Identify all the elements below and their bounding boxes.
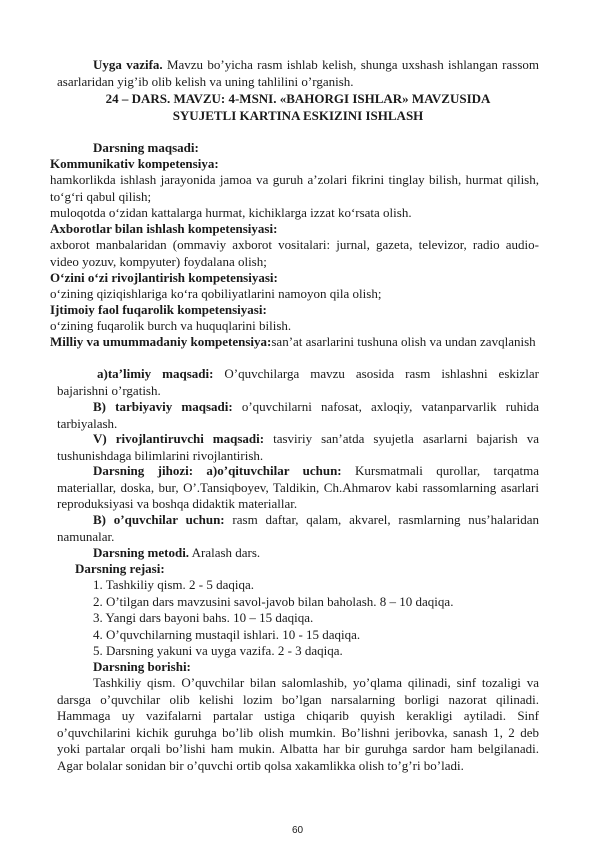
lesson-title-line1: 24 – DARS. MAVZU: 4-MSNI. «BAHORGI ISHLAR» MAVZUSIDA — [105, 91, 491, 106]
homework-paragraph — [57, 57, 539, 90]
homework-label: Uyga vazifa. — [93, 57, 163, 72]
civic-text: o‘zining fuqarolik burch va huquqlarini bilish. — [50, 318, 292, 333]
goals-heading: Darsning maqsadi: — [93, 140, 199, 155]
page-number: 60 — [291, 825, 304, 836]
self-dev-heading: O‘zini o‘zi rivojlantirish kompetensiyasi: — [50, 270, 278, 285]
info-heading: Axborotlar bilan ishlash kompetensiyasi: — [50, 221, 278, 236]
equipment-text: Kursmatmali qurollar, tarqatma materiallar, doska, bur, O’.Tansiqboyev, Taldikin, Ch.Ahmarov kabi rassomlarning asarlari reproduksiyasi va boshqa didaktik materiallar. — [57, 463, 539, 511]
plan-item: 2. O’tilgan dars mavzusini savol-javob bilan baholash. 8 – 10 daqiqa. — [93, 593, 454, 609]
equipment-label: Darsning jihozi: a)o’qituvchilar uchun: — [93, 463, 342, 478]
milliy-paragraph — [50, 334, 539, 351]
aim-developing — [57, 431, 539, 464]
plan-item: 4. O’quvchilarning mustaqil ishlari. 10 - 15 daqiqa. — [93, 626, 361, 642]
students-label: B) o’quvchilar uchun: — [93, 512, 225, 527]
plan-item: 1. Tashkiliy qism. 2 - 5 daqiqa. — [93, 577, 254, 592]
aim-upbringing-label: B) tarbiyaviy maqsadi: — [93, 399, 233, 414]
aim-educational-text: O’quvchilarga mavzu asosida rasm ishlashni eskizlar bajarishni o’rgatish. — [57, 366, 539, 398]
plan-heading: Darsning rejasi: — [75, 561, 165, 576]
aim-educational — [57, 366, 539, 399]
comm-text-2: muloqotda o‘zidan kattalarga hurmat, kichiklarga izzat ko‘rsata olish. — [50, 205, 412, 220]
progress-heading: Darsning borishi: — [93, 659, 191, 674]
plan-item: 3. Yangi dars bayoni bahs. 10 – 15 daqiqa. — [93, 610, 314, 625]
aim-developing-text: tasviriy san’atda syujetla asarlarni bajarish va tushunishdaga bilimlarini rivojlantirish. — [57, 431, 539, 463]
lesson-title-line2: SYUJETLI KARTINA ESKIZINI ISHLASH — [172, 107, 424, 123]
aim-upbringing — [57, 399, 539, 432]
method-paragraph — [93, 545, 260, 562]
milliy-text: san’at asarlarini tushuna olish va undan zavqlanish — [271, 334, 536, 349]
aim-developing-label: V) rivojlantiruvchi maqsadi: — [93, 431, 265, 446]
self-dev-text: o‘zining qiziqishlariga ko‘ra qobiliyatlarini namoyon qila olish; — [50, 286, 382, 301]
students-text: rasm daftar, qalam, akvarel, rasmlarning nus’halaridan namunalar. — [57, 512, 539, 544]
info-text: axborot manbalaridan (ommaviy axborot vositalari: jurnal, gazeta, televizor, radio audio-video yozuv, kompyuter) foydalana olish; — [50, 237, 539, 269]
homework-text: Mavzu bo’yicha rasm ishlab kelish, shunga uxshash ishlangan rassom asarlaridan yig’ib olib kelish va uning tahlilini o’rganish. — [57, 57, 539, 89]
students-paragraph — [57, 512, 539, 545]
method-label: Darsning metodi. — [93, 545, 190, 560]
equipment-paragraph — [57, 463, 539, 513]
civic-heading: Ijtimoiy faol fuqarolik kompetensiyasi: — [50, 302, 267, 317]
progress-paragraph: Tashkiliy qism. O’quvchilar bilan salomlashib, yo’qlama qilinadi, sinf tozaligi va darsga o’quvchilar olib kelishi lozim bo’lgan narsalarning borligi nazorat qilinadi. Hammaga uy vazifalarni partalar ustiga chiqarib quyish kerakligi aytiladi. Sinf o’quvchilarini kichik guruhga bo’lib olish mumkin. Bo’lishni jeribovka, sanash 1, 2 deb yoki partalar orqali bo’lishi ham mukin. Albatta har bir guruhga sardor ham belgilanadi. Agar bolalar sonidan bir o’quvchi ortib qolsa xakamlikka olish to’g’ri bo’ladi. — [57, 675, 539, 773]
plan-item: 5. Darsning yakuni va uyga vazifa. 2 - 3 daqiqa. — [93, 643, 343, 658]
method-text: Aralash dars. — [189, 545, 261, 560]
aim-educational-label: a)ta’limiy maqsadi: — [97, 366, 214, 381]
comm-text: hamkorlikda ishlash jarayonida jamoa va guruh a’zolari fikrini tinglay bilish, hurmat qilish, to‘g‘ri qabul qilish; — [50, 172, 539, 204]
aim-upbringing-text: o’quvchilarni nafosat, axloqiy, vatanparvarlik ruhida tarbiyalash. — [57, 399, 539, 431]
lesson-title — [57, 91, 539, 124]
plan-list — [93, 577, 539, 660]
milliy-label: Milliy va umummadaniy kompetensiya: — [50, 334, 272, 349]
comm-heading: Kommunikativ kompetensiya: — [50, 156, 219, 171]
